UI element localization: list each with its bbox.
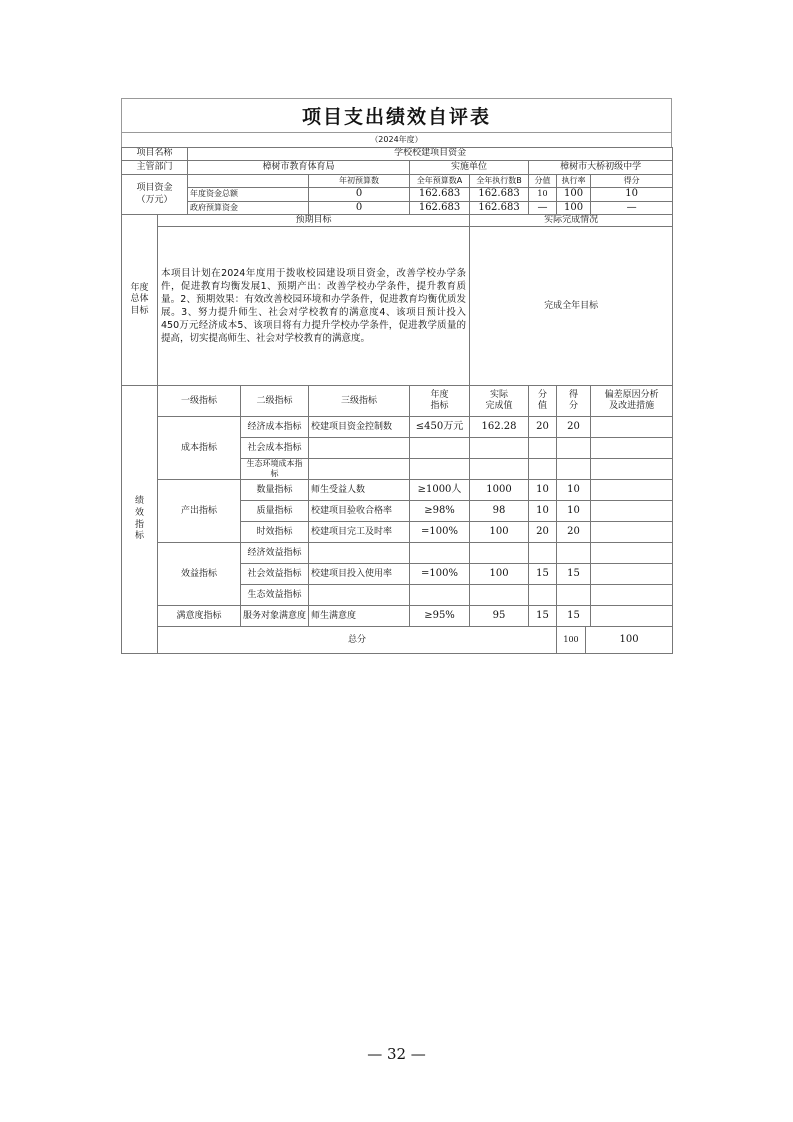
score-cell bbox=[557, 585, 591, 606]
score-cell: 15 bbox=[557, 606, 591, 627]
header-actual: 实际 完成值 bbox=[470, 386, 529, 417]
level1-benefit: 效益指标 bbox=[158, 543, 241, 606]
funds-executed: 162.683 bbox=[470, 188, 529, 202]
actual-cell bbox=[470, 438, 529, 459]
score-cell: 10 bbox=[557, 501, 591, 522]
total-weight: 100 bbox=[557, 627, 586, 654]
actual-cell bbox=[470, 459, 529, 480]
level2-cell: 社会成本指标 bbox=[241, 438, 309, 459]
level3-cell bbox=[309, 543, 410, 564]
unit-value: 樟树市大桥初级中学 bbox=[529, 161, 673, 175]
actual-cell bbox=[470, 543, 529, 564]
level2-cell: 经济成本指标 bbox=[241, 417, 309, 438]
score-cell: 20 bbox=[557, 417, 591, 438]
level2-cell: 时效指标 bbox=[241, 522, 309, 543]
page-number: — 32 — bbox=[367, 1045, 426, 1063]
level3-cell: 校建项目资金控制数 bbox=[309, 417, 410, 438]
funds-header-executed: 全年执行数B bbox=[470, 175, 529, 188]
level2-cell: 数量指标 bbox=[241, 480, 309, 501]
target-cell bbox=[410, 438, 470, 459]
funds-rate: 100 bbox=[557, 201, 591, 215]
goals-label: 年度 总体 目标 bbox=[122, 215, 158, 386]
total-score: 100 bbox=[586, 627, 673, 654]
deviation-cell bbox=[591, 585, 673, 606]
level2-cell: 社会效益指标 bbox=[241, 564, 309, 585]
level3-cell bbox=[309, 585, 410, 606]
deviation-cell bbox=[591, 522, 673, 543]
level2-cell: 服务对象满意度 bbox=[241, 606, 309, 627]
level3-cell: 校建项目投入使用率 bbox=[309, 564, 410, 585]
header-level1: 一级指标 bbox=[158, 386, 241, 417]
indicator-row bbox=[122, 417, 673, 438]
target-cell bbox=[410, 459, 470, 480]
actual-cell bbox=[470, 585, 529, 606]
deviation-cell bbox=[591, 543, 673, 564]
dept-value: 樟树市教育体育局 bbox=[188, 161, 410, 175]
deviation-cell bbox=[591, 480, 673, 501]
deviation-cell bbox=[591, 459, 673, 480]
deviation-cell bbox=[591, 438, 673, 459]
target-cell bbox=[410, 543, 470, 564]
score-cell bbox=[557, 543, 591, 564]
funds-header-rate: 执行率 bbox=[557, 175, 591, 188]
form-title: 项目支出绩效自评表 bbox=[121, 98, 672, 132]
goals-expected-header: 预期目标 bbox=[158, 215, 470, 227]
project-name-label: 项目名称 bbox=[122, 148, 188, 161]
row-funds-header bbox=[122, 175, 673, 188]
level3-cell bbox=[309, 438, 410, 459]
target-cell: ≥95% bbox=[410, 606, 470, 627]
indicator-row bbox=[122, 606, 673, 627]
funds-annual: 162.683 bbox=[410, 188, 470, 202]
header-target: 年度 指标 bbox=[410, 386, 470, 417]
row-goals-content bbox=[122, 227, 673, 386]
weight-cell: 15 bbox=[529, 564, 557, 585]
funds-weight: 10 bbox=[529, 188, 557, 202]
form-year: （2024年度） bbox=[121, 132, 672, 147]
actual-cell: 98 bbox=[470, 501, 529, 522]
level2-cell: 生态效益指标 bbox=[241, 585, 309, 606]
funds-initial: 0 bbox=[309, 201, 410, 215]
row-funds-government bbox=[122, 201, 673, 215]
header-level3: 三级指标 bbox=[309, 386, 410, 417]
deviation-cell bbox=[591, 417, 673, 438]
target-cell: ≥98% bbox=[410, 501, 470, 522]
level1-satisfaction: 满意度指标 bbox=[158, 606, 241, 627]
score-cell bbox=[557, 459, 591, 480]
header-score: 得 分 bbox=[557, 386, 591, 417]
weight-cell bbox=[529, 585, 557, 606]
level2-cell: 经济效益指标 bbox=[241, 543, 309, 564]
funds-header-annual: 全年预算数A bbox=[410, 175, 470, 188]
score-cell bbox=[557, 438, 591, 459]
actual-cell: 162.28 bbox=[470, 417, 529, 438]
total-label: 总分 bbox=[158, 627, 557, 654]
score-cell: 15 bbox=[557, 564, 591, 585]
actual-cell: 95 bbox=[470, 606, 529, 627]
goals-actual-header: 实际完成情况 bbox=[470, 215, 673, 227]
row-total bbox=[122, 627, 673, 654]
row-funds-total bbox=[122, 188, 673, 202]
level3-cell bbox=[309, 459, 410, 480]
unit-label: 实施单位 bbox=[410, 161, 529, 175]
deviation-cell bbox=[591, 606, 673, 627]
indicators-label: 绩 效 指 标 bbox=[122, 386, 158, 654]
header-deviation: 偏差原因分析 及改进措施 bbox=[591, 386, 673, 417]
funds-executed: 162.683 bbox=[470, 201, 529, 215]
target-cell bbox=[410, 585, 470, 606]
deviation-cell bbox=[591, 564, 673, 585]
row-goals-header bbox=[122, 215, 673, 227]
weight-cell: 15 bbox=[529, 606, 557, 627]
indicator-row bbox=[122, 480, 673, 501]
funds-header-weight: 分值 bbox=[529, 175, 557, 188]
level2-cell: 生态环境成本指标 bbox=[241, 459, 309, 480]
actual-cell: 100 bbox=[470, 522, 529, 543]
goals-expected-text: 本项目计划在2024年度用于拨收校园建设项目资金，改善学校办学条件，促进教育均衡发展1、预期产出：改善学校办学条件，提升教育质量。2、预期效果：有效改善校园环境和办学条件，促进教育均衡优质发展。3、努力提升师生、社会对学校教育的满意度4、该项目预计投入450万元经济成本5、该项目将有力提升学校办学条件，促进教学质量的提高，切实提高师生、社会对学校教育的满意度。 bbox=[158, 227, 470, 386]
level1-output: 产出指标 bbox=[158, 480, 241, 543]
indicator-row bbox=[122, 543, 673, 564]
weight-cell bbox=[529, 459, 557, 480]
funds-header-blank bbox=[188, 175, 309, 188]
header-weight: 分 值 bbox=[529, 386, 557, 417]
target-cell: ≥1000人 bbox=[410, 480, 470, 501]
target-cell: =100% bbox=[410, 564, 470, 585]
funds-header-initial: 年初预算数 bbox=[309, 175, 410, 188]
level3-cell: 校建项目完工及时率 bbox=[309, 522, 410, 543]
goals-actual-text: 完成全年目标 bbox=[470, 227, 673, 386]
row-indicator-header bbox=[122, 386, 673, 417]
weight-cell: 10 bbox=[529, 480, 557, 501]
row-department bbox=[122, 161, 673, 175]
level3-cell: 校建项目验收合格率 bbox=[309, 501, 410, 522]
self-evaluation-form bbox=[121, 98, 672, 654]
header-level2: 二级指标 bbox=[241, 386, 309, 417]
level1-cost: 成本指标 bbox=[158, 417, 241, 480]
actual-cell: 100 bbox=[470, 564, 529, 585]
dept-label: 主管部门 bbox=[122, 161, 188, 175]
funds-weight: — bbox=[529, 201, 557, 215]
funds-label: 项目资金 （万元） bbox=[122, 175, 188, 215]
funds-score: 10 bbox=[591, 188, 673, 202]
weight-cell: 10 bbox=[529, 501, 557, 522]
level3-cell: 师生满意度 bbox=[309, 606, 410, 627]
weight-cell: 20 bbox=[529, 522, 557, 543]
funds-row-label: 政府预算资金 bbox=[188, 201, 309, 215]
target-cell: ≤450万元 bbox=[410, 417, 470, 438]
project-name-value: 学校校建项目资金 bbox=[188, 148, 673, 161]
target-cell: =100% bbox=[410, 522, 470, 543]
deviation-cell bbox=[591, 501, 673, 522]
weight-cell: 20 bbox=[529, 417, 557, 438]
score-cell: 20 bbox=[557, 522, 591, 543]
score-cell: 10 bbox=[557, 480, 591, 501]
funds-rate: 100 bbox=[557, 188, 591, 202]
level3-cell: 师生受益人数 bbox=[309, 480, 410, 501]
funds-initial: 0 bbox=[309, 188, 410, 202]
row-project-name bbox=[122, 148, 673, 161]
funds-row-label: 年度资金总额 bbox=[188, 188, 309, 202]
funds-annual: 162.683 bbox=[410, 201, 470, 215]
weight-cell bbox=[529, 438, 557, 459]
funds-header-score: 得分 bbox=[591, 175, 673, 188]
evaluation-table bbox=[121, 147, 673, 654]
weight-cell bbox=[529, 543, 557, 564]
level2-cell: 质量指标 bbox=[241, 501, 309, 522]
actual-cell: 1000 bbox=[470, 480, 529, 501]
funds-score: — bbox=[591, 201, 673, 215]
